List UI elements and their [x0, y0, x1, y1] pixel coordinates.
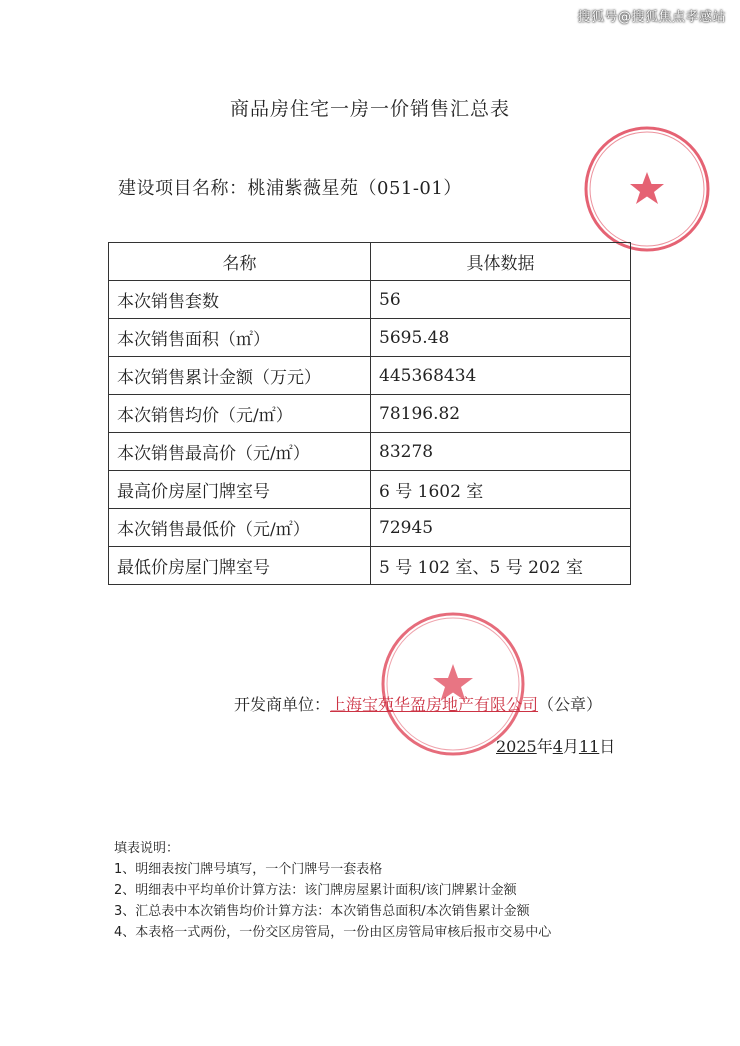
row-label: 本次销售累计金额（万元） — [109, 357, 371, 395]
row-label: 本次销售最低价（元/㎡） — [109, 509, 371, 547]
developer-line — [234, 692, 602, 715]
note-item: 1、明细表按门牌号填写，一个门牌号一套表格 — [114, 862, 383, 877]
table-header-row — [109, 243, 631, 281]
developer-suffix: （公章） — [538, 695, 603, 714]
table-row — [109, 357, 631, 395]
row-value: 83278 — [371, 433, 631, 471]
project-name: 建设项目名称：桃浦紫薇星苑（051-01） — [118, 178, 462, 199]
notes-heading: 填表说明： — [114, 841, 180, 856]
watermark: 搜狐号@搜狐焦点孝感站 — [577, 10, 726, 25]
row-value: 56 — [371, 281, 631, 319]
date-month: 4 — [552, 737, 563, 756]
row-value: 6 号 1602 室 — [371, 471, 631, 509]
header-name: 名称 — [109, 243, 371, 281]
table-row — [109, 319, 631, 357]
table-row — [109, 471, 631, 509]
table-row — [109, 547, 631, 585]
row-value: 5695.48 — [371, 319, 631, 357]
date-year-unit: 年 — [536, 737, 553, 756]
filling-instructions — [114, 838, 551, 943]
sales-summary-table — [108, 242, 631, 585]
note-item: 4、本表格一式两份，一份交区房管局，一份由区房管局审核后报市交易中心 — [114, 925, 552, 940]
row-label: 本次销售最高价（元/㎡） — [109, 433, 371, 471]
table-row — [109, 433, 631, 471]
row-label: 本次销售均价（元/㎡） — [109, 395, 371, 433]
table-row — [109, 395, 631, 433]
row-label: 本次销售套数 — [109, 281, 371, 319]
date-day-unit: 日 — [599, 737, 616, 756]
row-value: 72945 — [371, 509, 631, 547]
date-year: 2025 — [496, 737, 537, 756]
row-label: 最低价房屋门牌室号 — [109, 547, 371, 585]
note-item: 3、汇总表中本次销售均价计算方法：本次销售总面积/本次销售累计金额 — [114, 904, 530, 919]
page-title: 商品房住宅一房一价销售汇总表 — [229, 98, 510, 120]
row-label: 最高价房屋门牌室号 — [109, 471, 371, 509]
developer-label: 开发商单位： — [234, 695, 331, 714]
row-value: 78196.82 — [371, 395, 631, 433]
government-seal — [582, 124, 712, 254]
row-value: 5 号 102 室、5 号 202 室 — [371, 547, 631, 585]
header-data: 具体数据 — [371, 243, 631, 281]
developer-company: 上海宝苑华盈房地产有限公司 — [330, 695, 539, 714]
table-row — [109, 509, 631, 547]
date-day: 11 — [578, 737, 600, 756]
note-item: 2、明细表中平均单价计算方法：该门牌房屋累计面积/该门牌累计金额 — [114, 883, 517, 898]
row-label: 本次销售面积（㎡） — [109, 319, 371, 357]
signing-date — [496, 734, 615, 757]
row-value: 445368434 — [371, 357, 631, 395]
table-row — [109, 281, 631, 319]
date-month-unit: 月 — [562, 737, 579, 756]
